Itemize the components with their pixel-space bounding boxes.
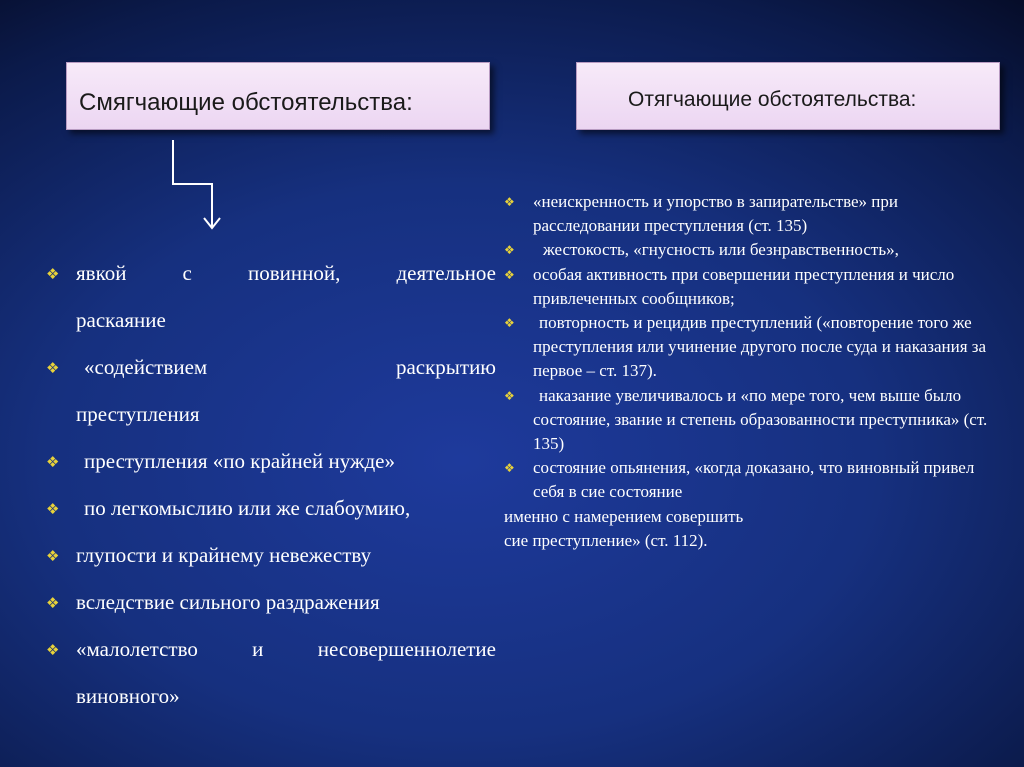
list-item-line: по легкомыслию или же слабоумию, [84, 496, 411, 520]
list-item-text: наказание увеличивалось и «по мере того, чем выше было состояние, звание и степень образованности преступника» (ст. 135) [533, 385, 988, 454]
diamond-bullet-icon: ❖ [504, 316, 515, 331]
list-item-text: «неискренность и упорство в запирательстве» при расследовании преступления (ст. 135) [533, 192, 898, 236]
list-item-text: особая активность при совершении преступления и число привлеченных сообщников; [533, 264, 955, 308]
aggravating-header-box [576, 62, 1000, 130]
list-item-text: повторность и рецидив преступлений («повторение того же преступления или учинение другого после суда и наказания за первое – ст. 137). [533, 313, 987, 381]
list-item [504, 190, 1004, 238]
diamond-bullet-icon: ❖ [46, 453, 60, 471]
diamond-bullet-icon: ❖ [504, 243, 515, 258]
list-item-text: именно с намерением совершить [504, 506, 744, 526]
list-item-text: сие преступление» (ст. 112). [504, 530, 708, 550]
list-item [46, 344, 496, 438]
list-item-line: явкой с повинной, деятельное [76, 261, 496, 285]
aggravating-header-title: Отягчающие обстоятельства: [628, 88, 917, 111]
list-item-line: «малолетство и несовершеннолетие [76, 637, 496, 661]
diamond-bullet-icon: ❖ [46, 500, 60, 518]
list-item [46, 626, 496, 720]
list-item-line: вследствие сильного раздражения [76, 590, 380, 614]
list-item-line: «содействием раскрытию [84, 355, 496, 379]
list-item-line: преступления [76, 402, 200, 426]
list-item [504, 456, 1004, 504]
diamond-bullet-icon: ❖ [46, 359, 60, 377]
list-item-line: глупости и крайнему невежеству [76, 543, 372, 567]
aggravating-list [504, 190, 1004, 553]
list-item-text: состояние опьянения, «когда доказано, что виновный привел себя в сие состояние [533, 458, 975, 502]
mitigating-header-box [66, 62, 490, 130]
list-item [504, 263, 1004, 311]
elbow-arrow-down-icon [160, 140, 230, 240]
list-item [504, 384, 1004, 457]
mitigating-header-title: Смягчающие обстоятельства: [79, 89, 413, 116]
diamond-bullet-icon: ❖ [46, 641, 60, 659]
diamond-bullet-icon: ❖ [46, 265, 60, 283]
diamond-bullet-icon: ❖ [46, 594, 60, 612]
list-item [504, 238, 1004, 262]
diamond-bullet-icon: ❖ [504, 388, 515, 403]
list-item [46, 250, 496, 344]
list-item [46, 579, 496, 626]
list-item [504, 311, 1004, 384]
list-item-line: преступления «по крайней нужде» [84, 449, 396, 473]
list-item-continuation [504, 529, 1004, 553]
diamond-bullet-icon: ❖ [504, 267, 515, 282]
list-item [46, 485, 496, 532]
list-item-line: раскаяние [76, 308, 166, 332]
list-item-text: жестокость, «гнусность или безнравственность», [543, 240, 899, 260]
mitigating-list [46, 250, 496, 720]
list-item [46, 532, 496, 579]
diamond-bullet-icon: ❖ [46, 547, 60, 565]
list-item-line: виновного» [76, 684, 180, 708]
list-item [46, 438, 496, 485]
diamond-bullet-icon: ❖ [504, 461, 515, 476]
list-item-continuation [504, 505, 1004, 529]
diamond-bullet-icon: ❖ [504, 195, 515, 209]
